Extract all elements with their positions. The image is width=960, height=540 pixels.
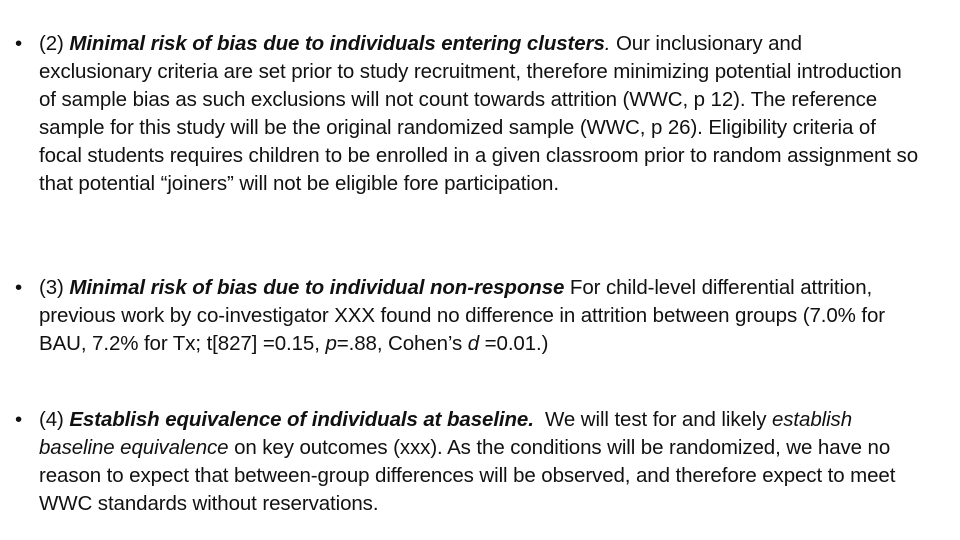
bullet-marker: • [15, 276, 23, 299]
bullet-heading-end: . [604, 32, 611, 55]
p-value-symbol: p [325, 332, 337, 355]
bullet-marker: • [15, 408, 23, 431]
bullet-marker: • [15, 32, 23, 55]
italic-phrase: establish baseline equivalence [39, 408, 852, 459]
bullet-heading: Establish equivalence of individuals at baseline. [69, 408, 534, 431]
bullet-body-part-a: We will test for and likely [533, 408, 772, 431]
bullet-body-part-c: =0.01.) [479, 332, 549, 355]
bullet-heading: Minimal risk of bias due to individuals entering clusters [69, 32, 605, 55]
bullet-number: (2) [39, 32, 70, 55]
bullet-body: Our inclusionary and exclusionary criteria are set prior to study recruitment, therefore minimizing potential introduction of sample bias as such exclusions will not count towards attrition (WWC, p 12). The reference sample for this study will be the original randomized sample (WWC, p 26). Eligibility criteria of focal students requires children to be enrolled in a given classroom prior to random assignment so that potential “joiners” will not be eligible fore participation. [39, 32, 918, 195]
bullet-item-baseline-equivalence [15, 406, 919, 518]
bullet-body-part-b: on key outcomes (xxx). As the conditions will be randomized, we have no reason to expect that between-group differences will be observed, and therefore expect to meet WWC standards without reservations. [39, 436, 896, 515]
cohens-d-symbol: d [467, 332, 480, 355]
bullet-heading: Minimal risk of bias due to individual non-response [69, 276, 565, 299]
bullet-number: (3) [39, 276, 70, 299]
bullet-number: (4) [39, 408, 70, 431]
bullet-item-individuals-entering-clusters [15, 30, 919, 198]
bullet-body-part-a: For child-level differential attrition, previous work by co-investigator XXX found no difference in attrition between groups (7.0% for BAU, 7.2% for Tx; t[827] =0.15, [39, 276, 885, 355]
bullet-item-individual-non-response [15, 274, 919, 358]
bullet-body-part-b: =.88, Cohen’s [336, 332, 468, 355]
